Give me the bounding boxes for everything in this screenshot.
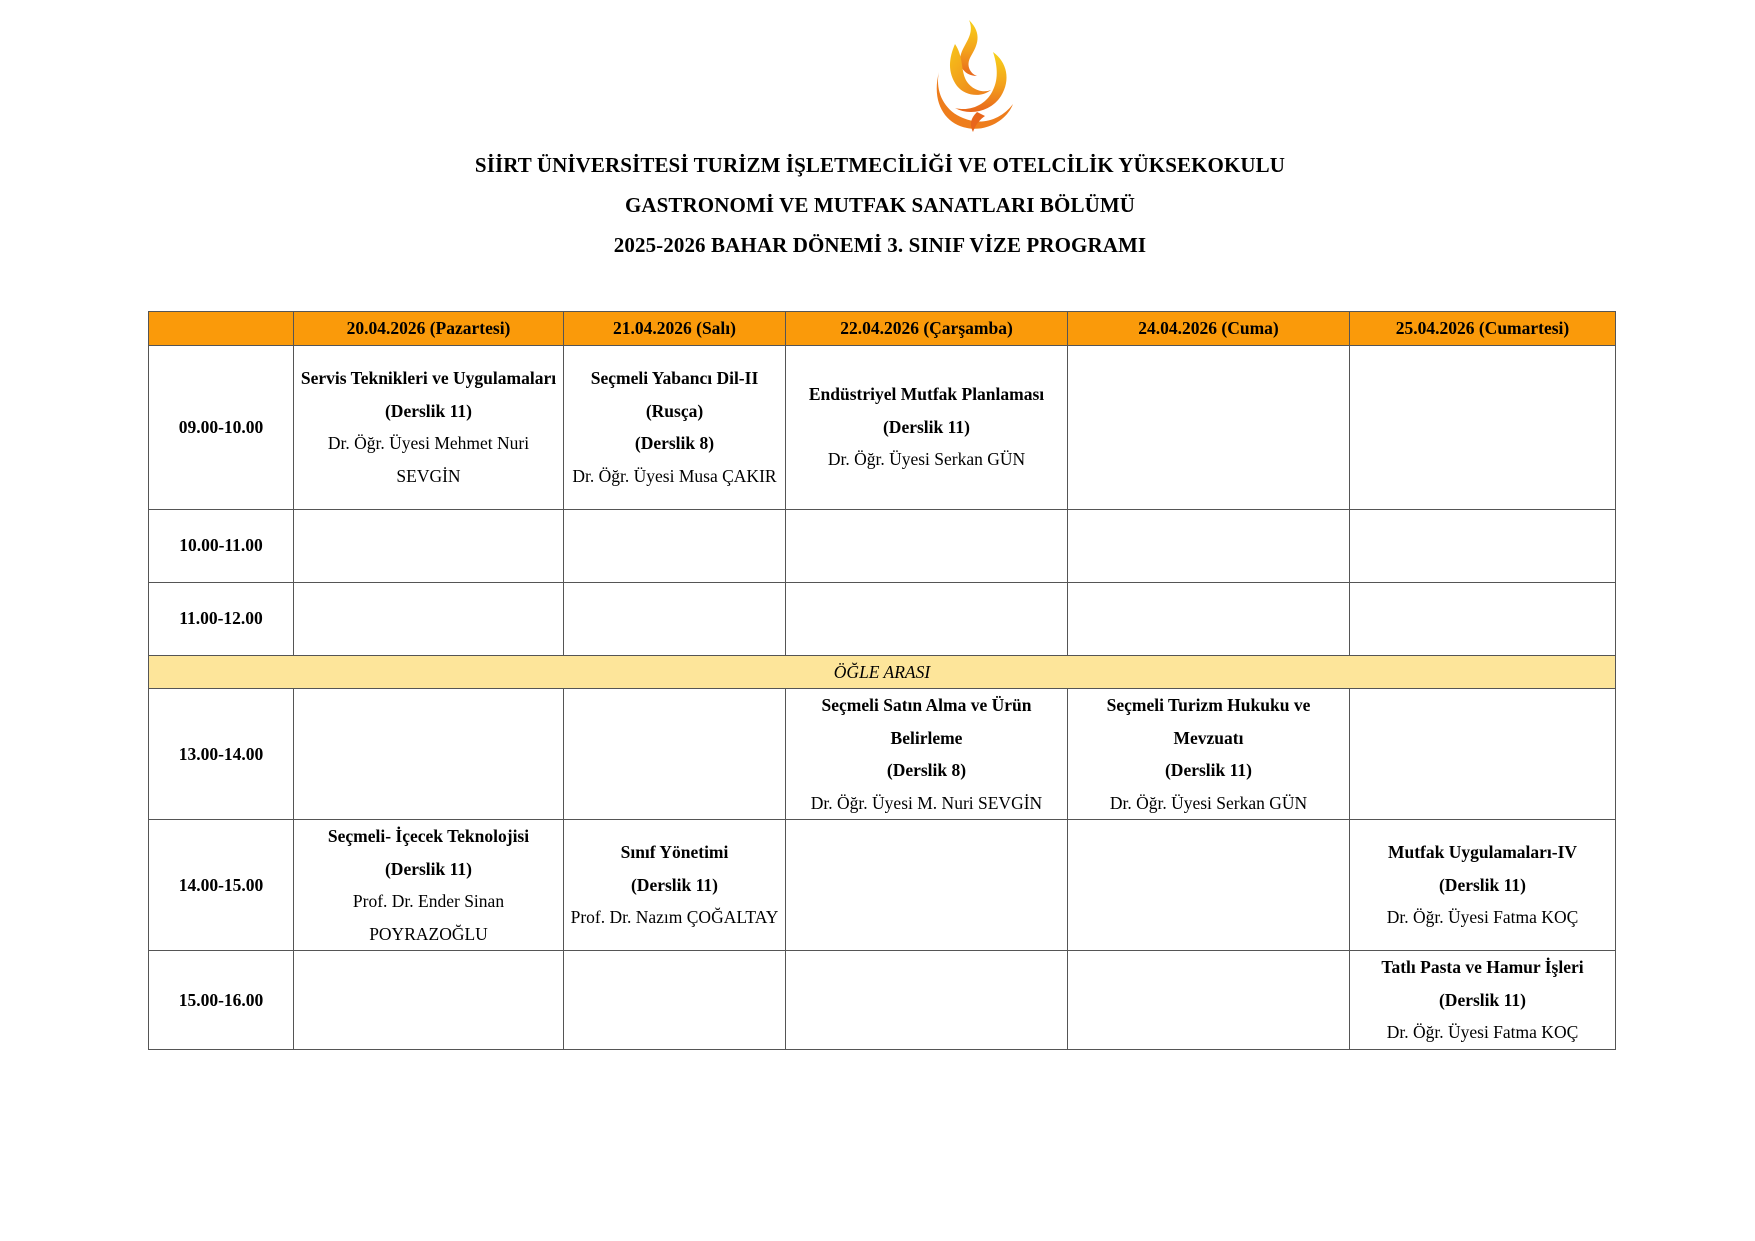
day-header: 22.04.2026 (Çarşamba) [786, 312, 1068, 346]
empty-cell [294, 582, 564, 655]
exam-cell [564, 345, 786, 509]
empty-cell [564, 689, 786, 820]
exam-cell [786, 689, 1068, 820]
department-title: GASTRONOMİ VE MUTFAK SANATLARI BÖLÜMÜ [624, 193, 1136, 217]
empty-cell [1068, 582, 1350, 655]
flame-logo-icon [925, 16, 1025, 134]
table-row [149, 582, 1616, 655]
course-title: Servis Teknikleri ve Uygulamaları [300, 368, 557, 388]
instructor-name: Dr. Öğr. Üyesi Serkan GÜN [827, 449, 1026, 470]
exam-cell [564, 820, 786, 951]
empty-cell [786, 509, 1068, 582]
course-title: Sınıf Yönetimi [620, 842, 729, 863]
empty-cell [1068, 951, 1350, 1050]
instructor-name: Dr. Öğr. Üyesi Serkan GÜN [1109, 792, 1308, 813]
empty-cell [1350, 509, 1616, 582]
time-slot: 14.00-15.00 [149, 820, 294, 951]
empty-cell [564, 582, 786, 655]
day-header: 20.04.2026 (Pazartesi) [294, 312, 564, 346]
empty-cell [1350, 689, 1616, 820]
header-corner-cell [149, 312, 294, 346]
table-row [149, 509, 1616, 582]
day-header: 21.04.2026 (Salı) [564, 312, 786, 346]
time-slot: 11.00-12.00 [149, 582, 294, 655]
empty-cell [564, 951, 786, 1050]
empty-cell [1350, 345, 1616, 509]
lunch-break-row [149, 655, 1616, 689]
table-row [149, 689, 1616, 820]
table-row [149, 820, 1616, 951]
classroom: (Derslik 11) [630, 874, 718, 895]
course-title: Seçmeli- İçecek Teknolojisi [327, 826, 530, 846]
course-title: Mutfak Uygulamaları-IV [1387, 842, 1578, 863]
course-title: Endüstriyel Mutfak Planlaması [808, 384, 1045, 405]
day-header: 24.04.2026 (Cuma) [1068, 312, 1350, 346]
document-header [0, 145, 1755, 265]
empty-cell [294, 509, 564, 582]
empty-cell [294, 951, 564, 1050]
table-header-row [149, 312, 1616, 346]
empty-cell [1350, 582, 1616, 655]
empty-cell [786, 582, 1068, 655]
exam-schedule-table [148, 311, 1616, 1050]
course-title: Seçmeli Satın Alma ve Ürün Belirleme [821, 695, 1032, 748]
institution-title: SİİRT ÜNİVERSİTESİ TURİZM İŞLETMECİLİĞİ VE OTELCİLİK YÜKSEKOKULU [474, 153, 1286, 177]
exam-cell [1350, 820, 1616, 951]
instructor-name: Prof. Dr. Ender Sinan POYRAZOĞLU [352, 891, 505, 944]
time-slot: 15.00-16.00 [149, 951, 294, 1050]
time-slot: 10.00-11.00 [149, 509, 294, 582]
instructor-name: Dr. Öğr. Üyesi M. Nuri SEVGİN [810, 792, 1043, 813]
course-title: Seçmeli Turizm Hukuku ve Mevzuatı [1106, 695, 1311, 748]
exam-cell [294, 345, 564, 509]
exam-cell [1068, 689, 1350, 820]
classroom: (Derslik 11) [1164, 760, 1252, 780]
table-row [149, 345, 1616, 509]
empty-cell [564, 509, 786, 582]
time-slot: 09.00-10.00 [149, 345, 294, 509]
day-header: 25.04.2026 (Cumartesi) [1350, 312, 1616, 346]
table-row [149, 951, 1616, 1050]
time-slot: 13.00-14.00 [149, 689, 294, 820]
lunch-break-label: ÖĞLE ARASI [149, 655, 1616, 689]
empty-cell [1068, 820, 1350, 951]
instructor-name: Dr. Öğr. Üyesi Fatma KOÇ [1386, 907, 1579, 928]
instructor-name: Dr. Öğr. Üyesi Mehmet Nuri SEVGİN [327, 433, 530, 486]
empty-cell [294, 689, 564, 820]
empty-cell [1068, 509, 1350, 582]
course-title: Seçmeli Yabancı Dil-II (Rusça) [590, 368, 759, 421]
instructor-name: Dr. Öğr. Üyesi Fatma KOÇ [1386, 1022, 1579, 1043]
instructor-name: Prof. Dr. Nazım ÇOĞALTAY [570, 907, 779, 928]
classroom: (Derslik 8) [634, 433, 715, 453]
classroom: (Derslik 11) [1438, 989, 1526, 1010]
instructor-name: Dr. Öğr. Üyesi Musa ÇAKIR [572, 465, 777, 486]
classroom: (Derslik 8) [886, 760, 967, 780]
empty-cell [786, 951, 1068, 1050]
classroom: (Derslik 11) [882, 416, 970, 437]
exam-cell [786, 345, 1068, 509]
course-title: Tatlı Pasta ve Hamur İşleri [1381, 957, 1584, 978]
classroom: (Derslik 11) [384, 400, 472, 421]
empty-cell [1068, 345, 1350, 509]
classroom: (Derslik 11) [1438, 874, 1526, 895]
classroom: (Derslik 11) [384, 858, 472, 879]
exam-cell [1350, 951, 1616, 1050]
exam-cell [294, 820, 564, 951]
program-title: 2025-2026 BAHAR DÖNEMİ 3. SINIF VİZE PROGRAMI [613, 233, 1147, 257]
empty-cell [786, 820, 1068, 951]
